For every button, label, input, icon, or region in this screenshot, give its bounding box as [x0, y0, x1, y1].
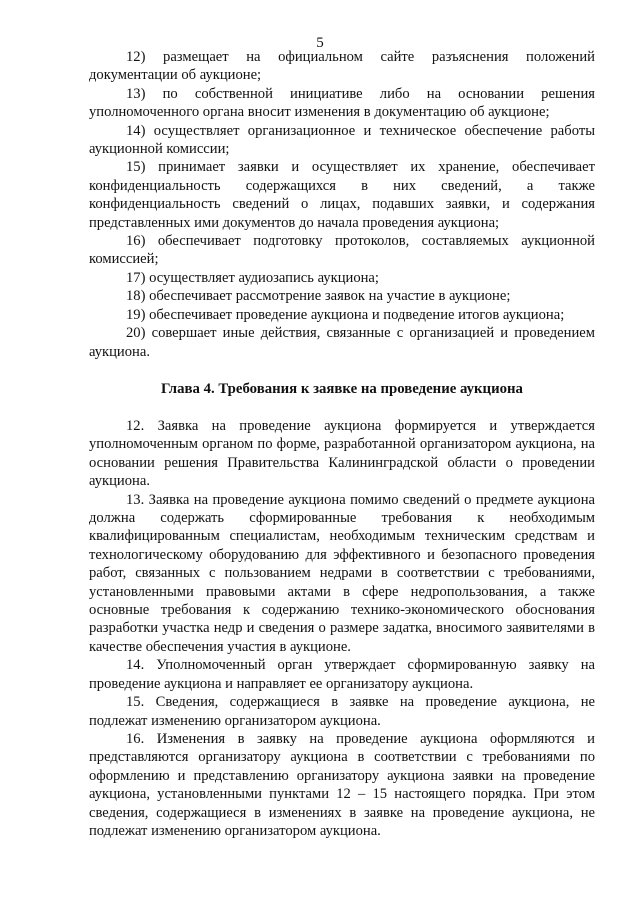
clause: 16. Изменения в заявку на проведение аукциона оформляются и представляются организатору аукциона в соответствии с требованиями по оформлению и представлению организатору аукциона заявки на проведение аукциона, установленными пунктами 12 – 15 настоящего порядка. При этом сведения, содержащиеся в изменениях в заявке на проведение аукциона, не подлежат изменению организатором аукциона.: [89, 730, 595, 839]
list-item: 14) осуществляет организационное и техническое обеспечение работы аукционной комиссии;: [89, 122, 595, 158]
list-item: 16) обеспечивает подготовку протоколов, составляемых аукционной комиссией;: [89, 233, 595, 268]
list-item: 18) обеспечивает рассмотрение заявок на участие в аукционе;: [126, 288, 511, 305]
list-item: 12) размещает на официальном сайте разъяснения положений документации об аукционе;: [89, 49, 595, 84]
list-item: 15) принимает заявки и осуществляет их хранение, обеспечивает конфиденциальность содержащихся в них сведений, а также конфиденциальность сведений о лицах, подавших заявки, и содержания представленных ими документов до начала проведения аукциона;: [89, 159, 595, 231]
list-item: 20) совершает иные действия, связанные с организацией и проведением аукциона.: [89, 325, 595, 360]
list-item: 13) по собственной инициативе либо на основании решения уполномоченного органа вносит изменения в документацию об аукционе;: [89, 85, 595, 121]
clause: 15. Сведения, содержащиеся в заявке на проведение аукциона, не подлежат изменению организатором аукциона.: [89, 694, 595, 729]
duties-list: [89, 48, 595, 361]
list-item: 19) обеспечивает проведение аукциона и подведение итогов аукциона;: [126, 306, 565, 323]
chapter-heading: Глава 4. Требования к заявке на проведение аукциона: [161, 381, 523, 397]
clause: 14. Уполномоченный орган утверждает сформированную заявку на проведение аукциона и направляет ее организатору аукциона.: [89, 657, 595, 692]
page-number: 5: [316, 35, 324, 51]
clause: 13. Заявка на проведение аукциона помимо сведений о предмете аукциона должна содержать сформированные требования к необходимым квалифицированным специалистам, необходимым техническим средствам и технологическому оборудованию для эффективного и безопасного проведения работ, связанных с пользованием недрами в соответствии с требованиями, установленными правовыми актами в сфере недропользования, а также основные требования к содержанию технико-экономического обоснования разработки участка недр и сведения о размере задатка, вносимого заявителями в качестве обеспечения участия в аукционе.: [89, 491, 595, 655]
list-item: 17) осуществляет аудиозапись аукциона;: [126, 269, 379, 286]
chapter-clauses: [89, 417, 595, 840]
clause: 12. Заявка на проведение аукциона формируется и утверждается уполномоченным органом по форме, разработанной организатором аукциона, на основании решения Правительства Калининградской области о проведении аукциона.: [89, 418, 595, 490]
